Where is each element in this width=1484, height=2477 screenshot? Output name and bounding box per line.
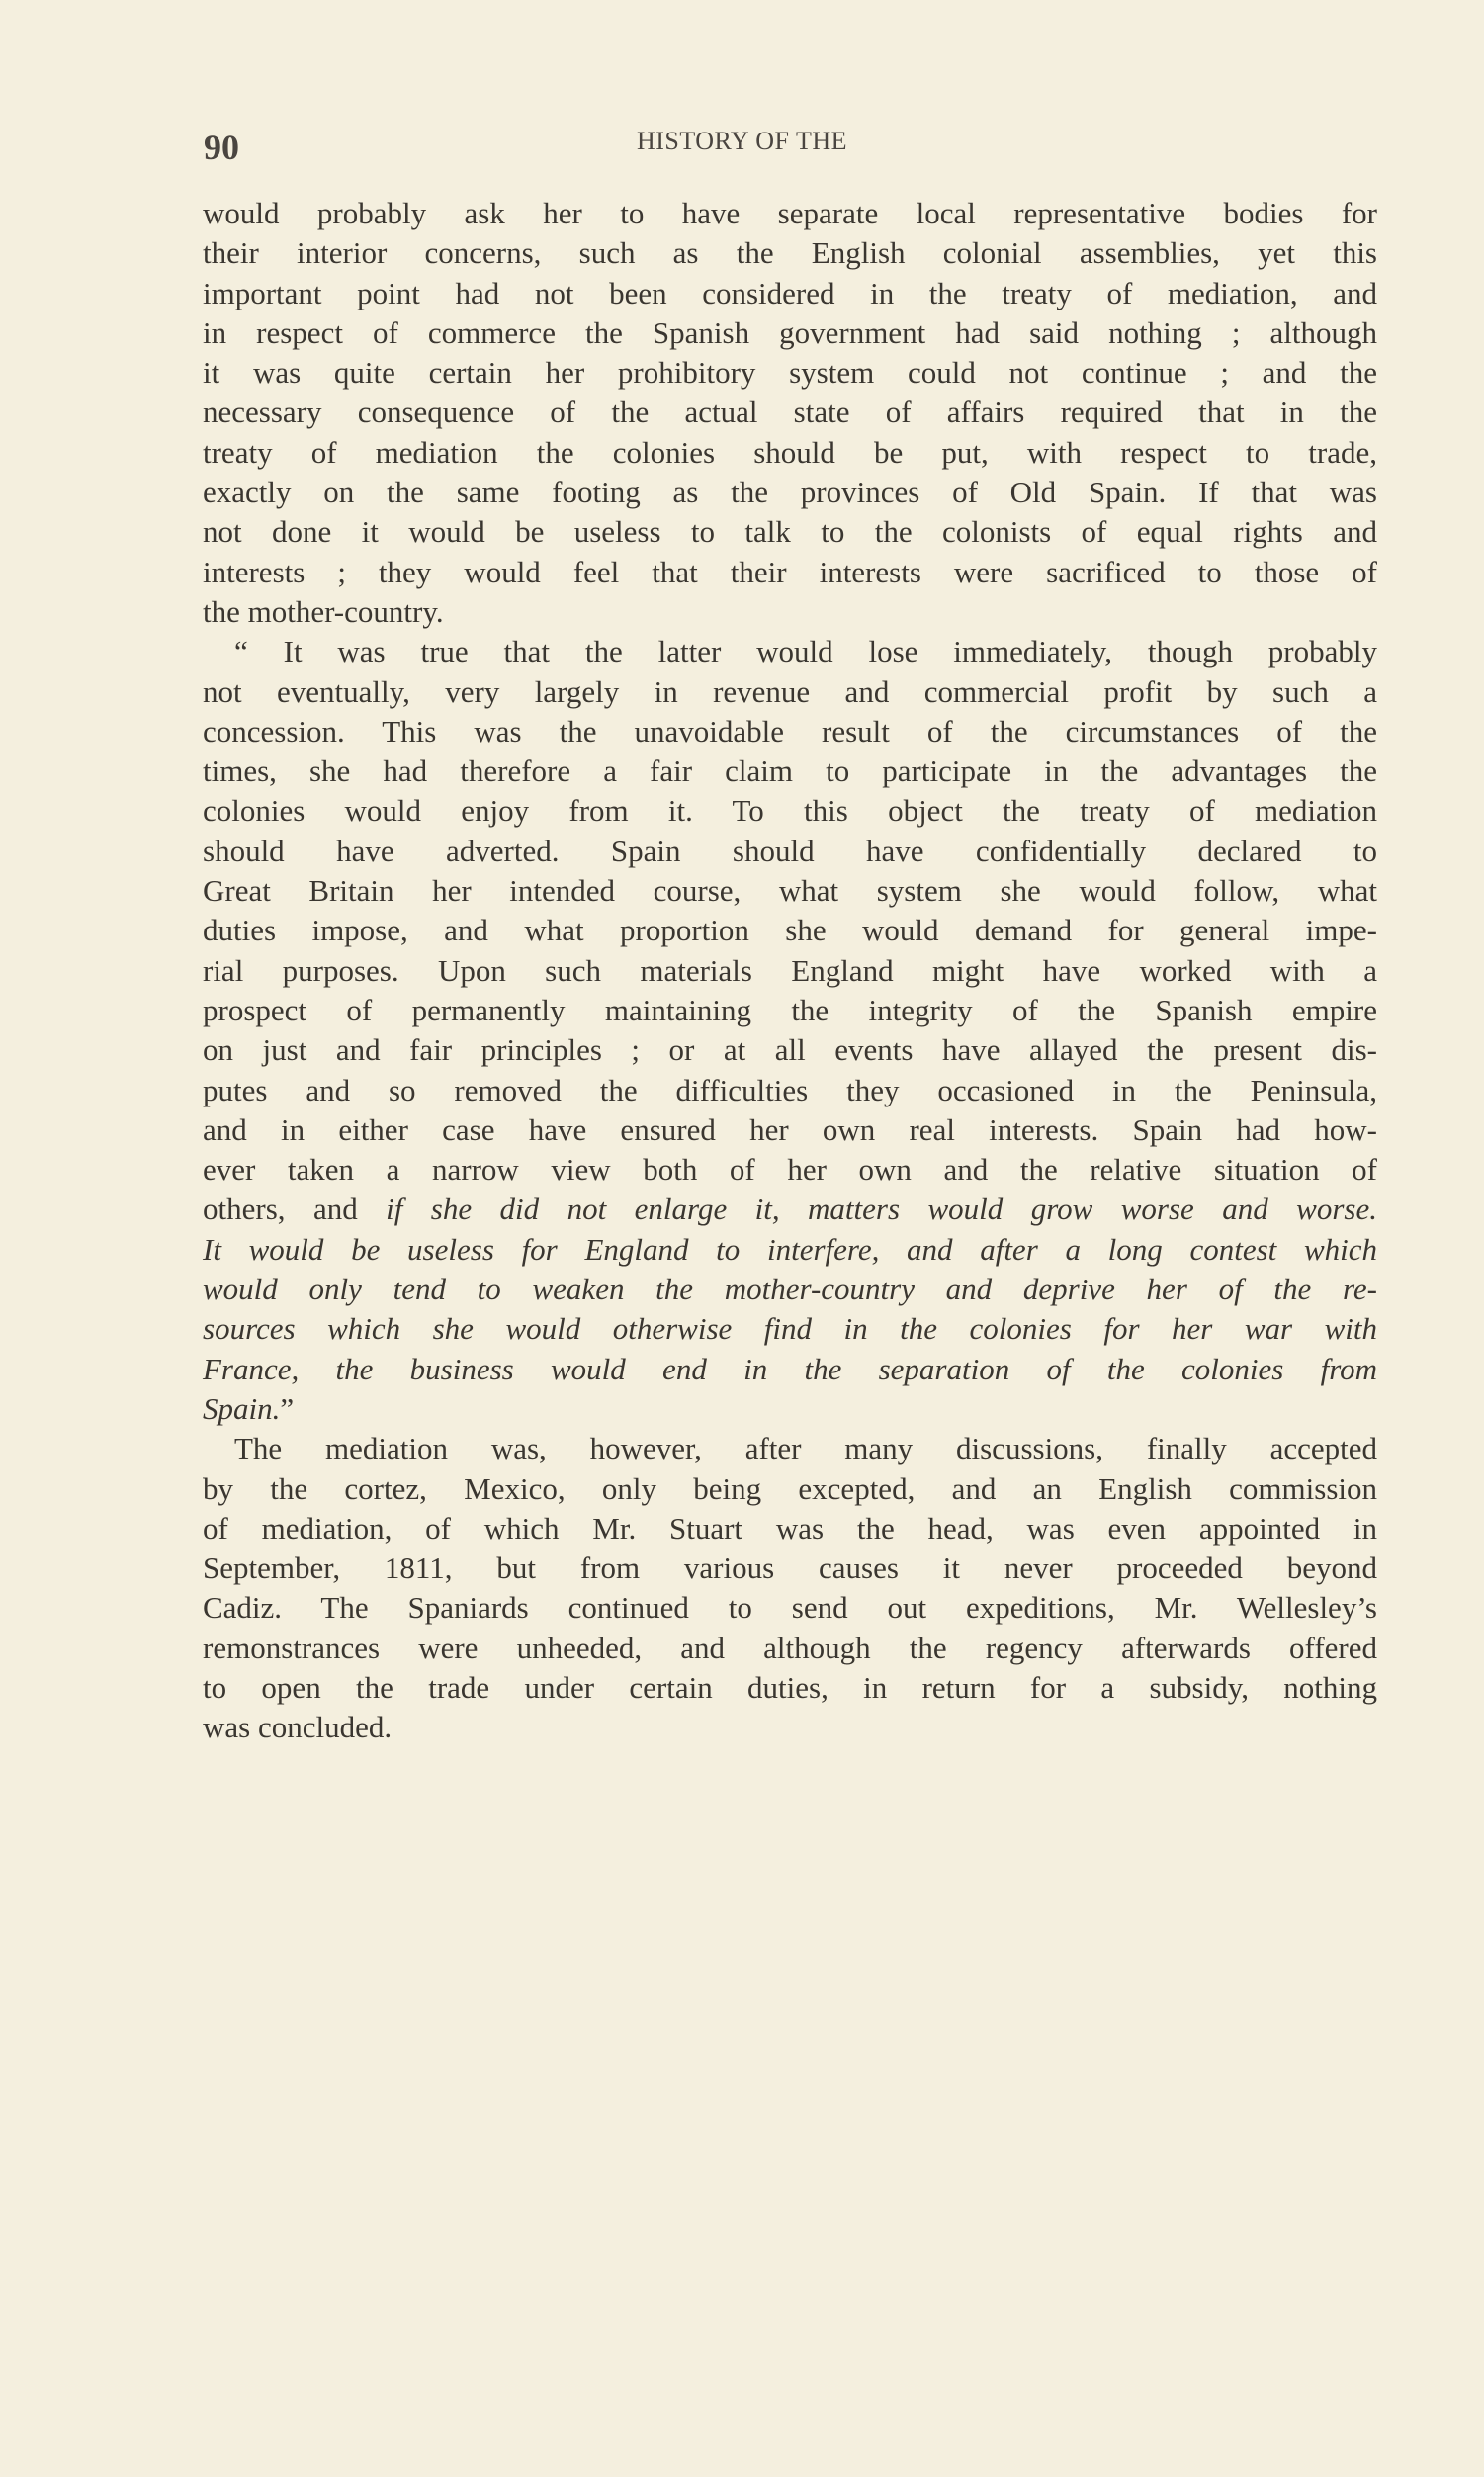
text-line: [203, 1469, 1377, 1509]
text-line: [203, 1708, 1377, 1747]
text-line-content: [203, 433, 1377, 473]
text-line-content: [203, 1350, 1377, 1389]
text-run: of mediation, of which Mr. Stuart was the head, was even appointed in: [203, 1510, 1377, 1546]
text-line-content: [234, 1429, 1377, 1468]
text-run: in respect of commerce the Spanish government had said nothing ; although: [203, 314, 1377, 350]
text-line: [203, 832, 1377, 871]
text-run: Cadiz. The Spaniards continued to send out expeditions, Mr. Wellesley’s: [203, 1590, 1377, 1626]
text-line-content: [203, 672, 1377, 712]
text-run: should have adverted. Spain should have confidentially declared to: [203, 833, 1377, 868]
text-line: [203, 512, 1377, 552]
text-run: rial purposes. Upon such materials England might have worked with a: [203, 952, 1377, 988]
text-line-content: [234, 632, 1377, 671]
text-line-content: [203, 991, 1377, 1030]
text-run: treaty of mediation the colonies should be put, with respect to trade,: [203, 434, 1377, 470]
text-line-content: [203, 1509, 1377, 1548]
text-line: [203, 632, 1377, 671]
text-line: [203, 393, 1377, 432]
text-run: remonstrances were unheeded, and although the regency afterwards offered: [203, 1630, 1377, 1665]
text-run: the mother-country.: [203, 593, 444, 629]
text-line-content: [203, 752, 1377, 791]
text-line-content: [203, 512, 1377, 552]
text-line: [203, 911, 1377, 950]
text-line: [203, 1588, 1377, 1628]
text-run: colonies would enjoy from it. To this object the treaty of mediation: [203, 793, 1377, 829]
text-line: [203, 752, 1377, 791]
text-line-content: [203, 553, 1377, 592]
text-run: not eventually, very largely in revenue and commercial profit by such a: [203, 673, 1377, 709]
text-line: [203, 274, 1377, 313]
text-line: [203, 1429, 1377, 1468]
text-line: [203, 712, 1377, 752]
text-run: on just and fair principles ; or at all events have allayed the present dis-: [203, 1032, 1377, 1068]
text-line: [203, 353, 1377, 393]
text-line: [203, 1548, 1377, 1588]
text-run: putes and so removed the difficulties they occasioned in the Peninsula,: [203, 1072, 1377, 1107]
text-run: necessary consequence of the actual state of affairs required that in the: [203, 395, 1377, 430]
text-line-content: [203, 712, 1377, 752]
text-line: [203, 1270, 1377, 1309]
text-line-content: [203, 1708, 1377, 1747]
text-run: would probably ask her to have separate local representative bodies for: [203, 196, 1377, 230]
text-line-content: [203, 393, 1377, 432]
text-run: interests ; they would feel that their interests were sacrificed to those of: [203, 554, 1377, 589]
text-line-content: [203, 233, 1377, 273]
text-run: others, and: [203, 1192, 387, 1227]
text-line: [203, 1668, 1377, 1708]
text-line: [203, 553, 1377, 592]
text-line: [203, 672, 1377, 712]
italic-text: It would be useless for England to interfere, and after a long contest which: [203, 1231, 1377, 1267]
text-line-content: [203, 1389, 1377, 1429]
text-run: was concluded.: [203, 1710, 393, 1745]
text-line: [203, 1389, 1377, 1429]
text-line-content: [203, 911, 1377, 950]
italic-text: France, the business would end in the separation of the colonies from: [203, 1351, 1377, 1386]
italic-text: sources which she would otherwise find in the colonies for her war with: [203, 1311, 1377, 1347]
text-run: Great Britain her intended course, what system she would follow, what: [203, 873, 1377, 909]
text-line-content: [203, 353, 1377, 393]
text-run: not done it would be useless to talk to the colonists of equal rights and: [203, 514, 1377, 550]
text-run: it was quite certain her prohibitory system could not continue ; and the: [203, 355, 1377, 391]
text-line-content: [203, 1588, 1377, 1628]
running-head: HISTORY OF THE: [636, 127, 848, 155]
text-line-content: [203, 1548, 1377, 1588]
text-line-content: [203, 1030, 1377, 1070]
text-line: [203, 473, 1377, 512]
text-run: September, 1811, but from various causes it never proceeded beyond: [203, 1550, 1377, 1586]
text-line: [203, 233, 1377, 273]
text-line: [203, 1030, 1377, 1070]
text-line-content: [203, 1190, 1377, 1229]
text-run: exactly on the same footing as the provinces of Old Spain. If that was: [203, 475, 1377, 510]
text-line-content: [203, 473, 1377, 512]
text-run: ever taken a narrow view both of her own and the relative situation of: [203, 1152, 1377, 1188]
text-run: important point had not been considered in the treaty of mediation, and: [203, 275, 1377, 310]
text-line: [203, 194, 1377, 233]
text-run: prospect of permanently maintaining the integrity of the Spanish empire: [203, 992, 1377, 1027]
text-line: [203, 791, 1377, 831]
text-line: [203, 1190, 1377, 1229]
text-line: [203, 592, 1377, 632]
italic-text: would only tend to weaken the mother-country and deprive her of the re-: [203, 1272, 1377, 1307]
body-text: [203, 194, 1377, 1748]
text-line: [203, 313, 1377, 353]
text-line-content: [203, 951, 1377, 991]
text-line-content: [203, 1309, 1377, 1349]
text-line: [203, 1071, 1377, 1110]
text-line: [203, 1150, 1377, 1190]
text-line-content: [203, 1071, 1377, 1110]
text-run: concession. This was the unavoidable result of the circumstances of the: [203, 713, 1377, 749]
text-run: ”: [280, 1390, 295, 1426]
text-line: [203, 1509, 1377, 1548]
text-line: [203, 1350, 1377, 1389]
text-line: [203, 991, 1377, 1030]
text-run: to open the trade under certain duties, in return for a subsidy, nothing: [203, 1669, 1377, 1705]
text-line-content: [203, 871, 1377, 911]
text-run: The mediation was, however, after many discussions, finally accepted: [234, 1431, 1377, 1466]
text-line-content: [203, 1150, 1377, 1190]
text-line: [203, 1309, 1377, 1349]
italic-text: if she did not enlarge it, matters would grow worse and worse.: [386, 1192, 1377, 1227]
text-line-content: [203, 1668, 1377, 1708]
text-line-content: [203, 1230, 1377, 1270]
text-line-content: [203, 1469, 1377, 1509]
text-line: [203, 1629, 1377, 1668]
text-run: by the cortez, Mexico, only being excepted, and an English commission: [203, 1470, 1377, 1506]
text-line-content: [203, 791, 1377, 831]
text-line-content: [203, 1270, 1377, 1309]
text-run: their interior concerns, such as the English colonial assemblies, yet this: [203, 235, 1377, 271]
text-line-content: [203, 832, 1377, 871]
text-line: [203, 951, 1377, 991]
text-run: duties impose, and what proportion she would demand for general impe-: [203, 913, 1377, 948]
text-line: [203, 1230, 1377, 1270]
text-run: times, she had therefore a fair claim to participate in the advantages the: [203, 753, 1377, 789]
text-line-content: [203, 592, 1377, 632]
text-line: [203, 433, 1377, 473]
text-run: and in either case have ensured her own real interests. Spain had how-: [203, 1111, 1377, 1147]
italic-text: Spain.: [203, 1390, 281, 1426]
page-number: 90: [204, 128, 239, 167]
text-line: [203, 871, 1377, 911]
text-line-content: [203, 313, 1377, 353]
text-line-content: [203, 194, 1377, 233]
text-line-content: [203, 274, 1377, 313]
text-line-content: [203, 1629, 1377, 1668]
text-run: “ It was true that the latter would lose immediately, though probably: [234, 634, 1377, 669]
text-line-content: [203, 1110, 1377, 1150]
text-line: [203, 1110, 1377, 1150]
